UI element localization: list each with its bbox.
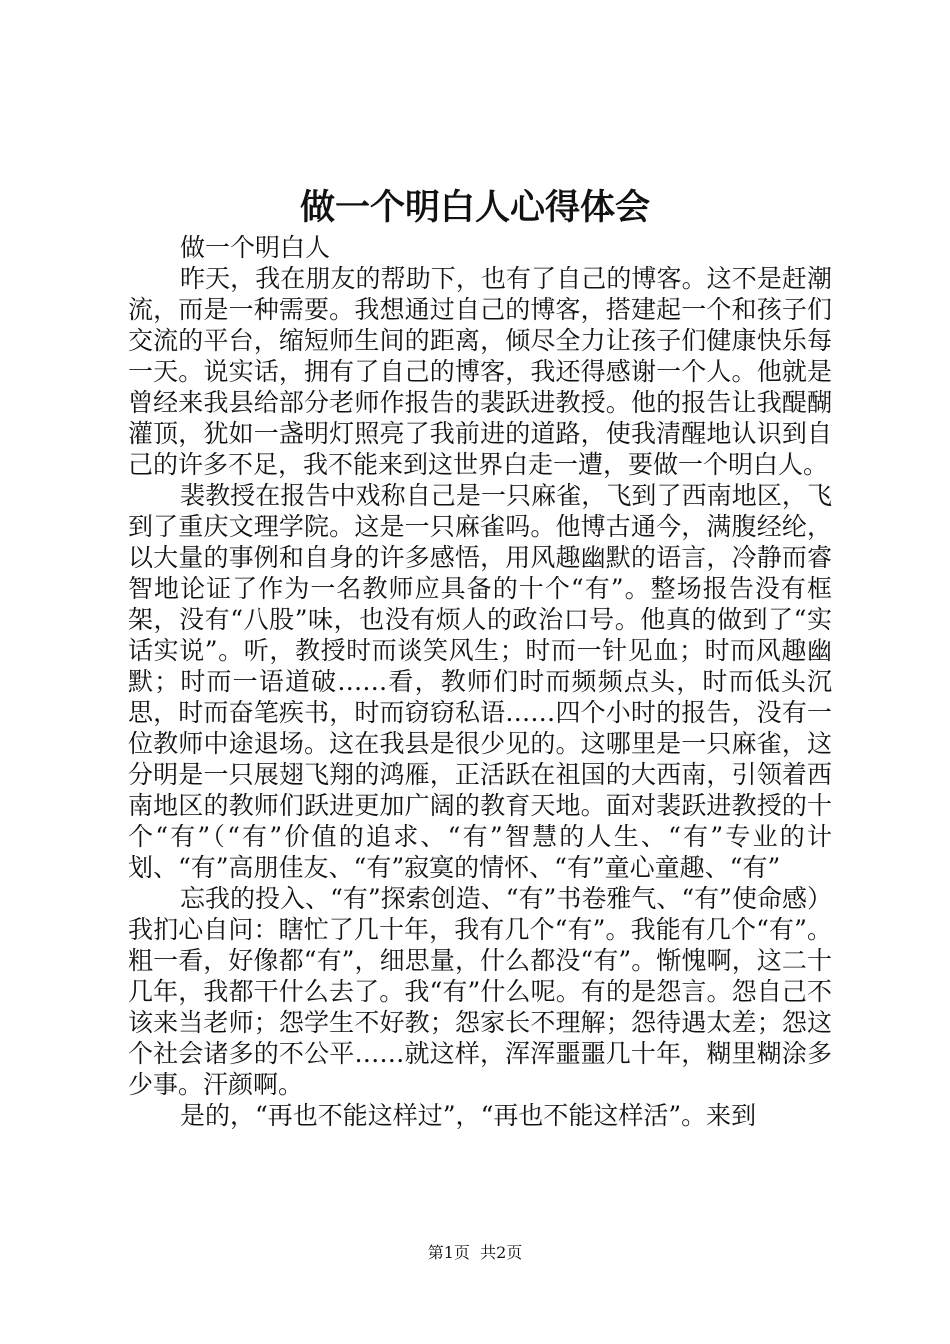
paragraph-2: 裴教授在报告中戏称自己是一只麻雀，飞到了西南地区，飞到了重庆文理学院。这是一只麻雀吗。他博古通今，满腹经纶，以大量的事例和自身的许多感悟，用风趣幽默的语言，冷静而睿智地论证了作为一名教师应具备的十个“有”。整场报告没有框架，没有“八股”味，也没有烦人的政治口号。他真的做到了“实话实说”。听，教授时而谈笑风生；时而一针见血；时而风趣幽默；时而一语道破……看，教师们时而频频点头，时而低头沉思，时而奋笔疾书，时而窃窃私语……四个小时的报告，没有一位教师中途退场。这在我县是很少见的。这哪里是一只麻雀，这分明是一只展翅飞翔的鸿雁，正活跃在祖国的大西南，引领着西南地区的教师们跃进更加广阔的教育天地。面对裴跃进教授的十个“有”（“有”价值的追求、“有”智慧的人生、“有”专业的计划、“有”高朋佳友、“有”寂寞的情怀、“有”童心童趣、“有”: [128, 481, 832, 882]
page-total: 共2页: [480, 1243, 523, 1262]
paragraph-3: 忘我的投入、“有”探索创造、“有”书卷雅气、“有”使命感）我扪心自问：瞎忙了几十年，我有几个“有”。我能有几个“有”。粗一看，好像都“有”，细思量，什么都没“有”。惭愧啊，这二十几年，我都干什么去了。我“有”什么呢。有的是怨言。怨自己不该来当老师；怨学生不好教；怨家长不理解；怨待遇太差；怨这个社会诸多的不公平……就这样，浑浑噩噩几十年，糊里糊涂多少事。汗颜啊。: [128, 884, 832, 1099]
paragraph-subtitle: 做一个明白人: [180, 233, 331, 262]
page-footer: [0, 1242, 950, 1264]
page-number: 第1页: [427, 1243, 470, 1262]
document-title: 做一个明白人心得体会: [299, 187, 650, 228]
paragraph-4: 是的，“再也不能这样过”，“再也不能这样活”。来到: [180, 1101, 757, 1130]
paragraph-1: 昨天，我在朋友的帮助下，也有了自己的博客。这不是赶潮流，而是一种需要。我想通过自己的博客，搭建起一个和孩子们交流的平台，缩短师生间的距离，倾尽全力让孩子们健康快乐每一天。说实话，拥有了自己的博客，我还得感谢一个人。他就是曾经来我县给部分老师作报告的裴跃进教授。他的报告让我醍醐灌顶，犹如一盏明灯照亮了我前进的道路，使我清醒地认识到自己的许多不足，我不能来到这世界白走一遭，要做一个明白人。: [128, 264, 832, 479]
document-body: [128, 232, 832, 1131]
